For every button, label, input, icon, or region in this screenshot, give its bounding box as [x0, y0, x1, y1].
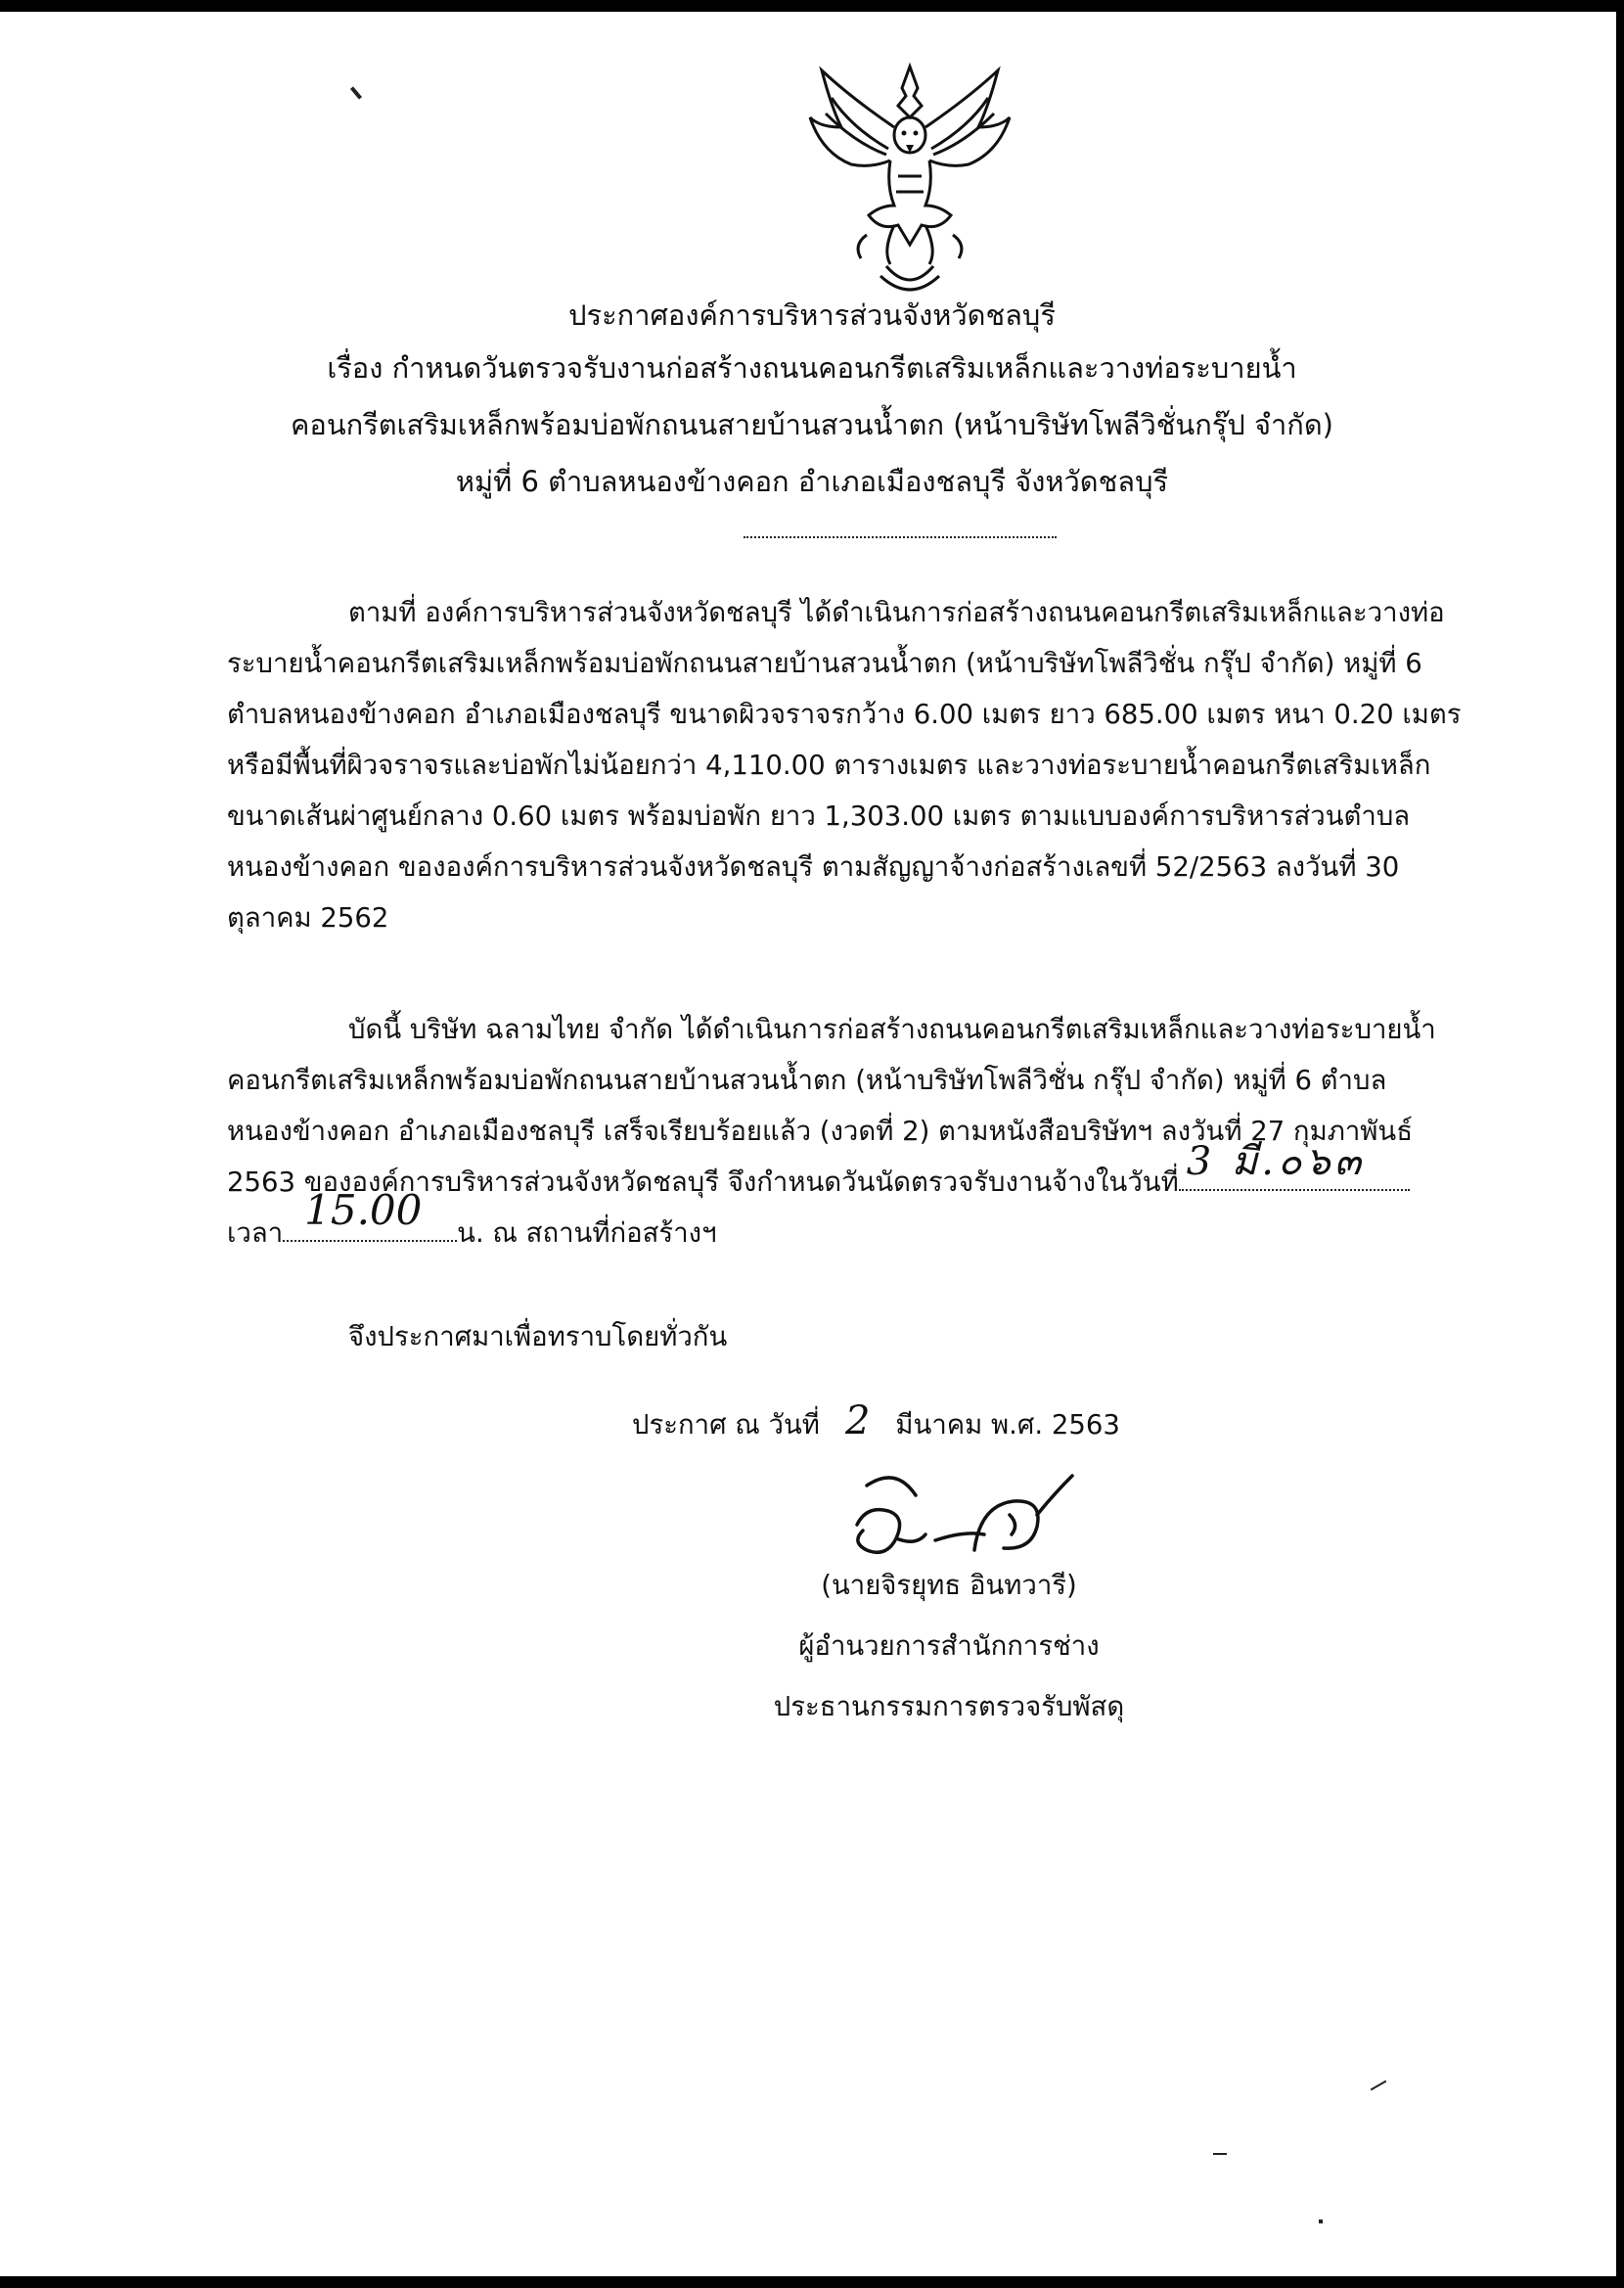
announcement-day-handwritten: 2 — [844, 1398, 871, 1443]
paragraph-2-line: บัดนี้ บริษัท ฉลามไทย จำกัด ได้ดำเนินการก่อสร้างถนนคอนกรีตเสริมเหล็กและวางท่อระบายน้ำ — [348, 1014, 1436, 1045]
paragraph-1-line: หนองข้างคอก ขององค์การบริหารส่วนจังหวัดชลบุรี ตามสัญญาจ้างก่อสร้างเลขที่ 52/2563 ลงวันที่ 30 — [227, 851, 1400, 883]
paragraph-1-line: หรือมีพื้นที่ผิวจราจรและบ่อพักไม่น้อยกว่า 4,110.00 ตารางเมตร และวางท่อระบายน้ำคอนกรีตเสริมเหล็ก — [227, 750, 1431, 781]
paragraph-2-line: คอนกรีตเสริมเหล็กพร้อมบ่อพักถนนสายบ้านสวนน้ำตก (หน้าบริษัทโพลีวิชั่น กรุ๊ป จำกัด) หมู่ที่ 6 ตำบล — [227, 1065, 1387, 1096]
scan-speck — [1371, 2081, 1387, 2091]
inspection-time-handwritten: 15.00 — [304, 1186, 423, 1234]
paragraph-2-prefix: 2563 ขององค์การบริหารส่วนจังหวัดชลบุรี จึงกำหนดวันนัดตรวจรับงานจ้างในวันที่ — [227, 1167, 1179, 1198]
inspection-date-handwritten: 3 มี.๐๖๓ — [1186, 1139, 1366, 1184]
paragraph-2-line: หนองข้างคอก อำเภอเมืองชลบุรี เสร็จเรียบร้อยแล้ว (งวดที่ 2) ตามหนังสือบริษัทฯ ลงวันที่ 27 กุมภาพันธ์ — [227, 1116, 1413, 1147]
subject-line-2: คอนกรีตเสริมเหล็กพร้อมบ่อพักถนนสายบ้านสวนน้ำตก (หน้าบริษัทโพลีวิชั่นกรุ๊ป จำกัด) — [291, 408, 1333, 441]
time-suffix: น. ณ สถานที่ก่อสร้างฯ — [457, 1217, 717, 1249]
scan-speck — [1319, 2219, 1323, 2223]
paragraph-1-line: ตุลาคม 2562 — [227, 902, 389, 934]
paragraph-2 — [227, 1004, 1440, 1258]
signatory-committee-role: ประธานกรรมการตรวจรับพัสดุ — [773, 1691, 1125, 1722]
announcement-month-year: มีนาคม พ.ศ. 2563 — [895, 1409, 1120, 1441]
announcement-date — [632, 1396, 1120, 1450]
handwritten-signature-icon — [828, 1456, 1102, 1574]
scan-border-top — [0, 0, 1624, 12]
signatory-position: ผู้อำนวยการสำนักการช่าง — [798, 1630, 1100, 1662]
scan-border-right — [1616, 0, 1624, 2288]
scan-border-bottom — [0, 2276, 1624, 2288]
separator — [744, 536, 1057, 538]
paragraph-1-line: ระบายน้ำคอนกรีตเสริมเหล็กพร้อมบ่อพักถนนสายบ้านสวนน้ำตก (หน้าบริษัทโพลีวิชั่น กรุ๊ป จำกัด) หมู่ที่ 6 — [227, 648, 1422, 679]
inspection-date-field — [1179, 1139, 1410, 1191]
subject-line-3: หมู่ที่ 6 ตำบลหนองข้างคอก อำเภอเมืองชลบุรี จังหวัดชลบุรี — [455, 465, 1169, 498]
paragraph-2-line-time — [227, 1186, 1440, 1258]
garuda-emblem-icon — [792, 59, 1027, 303]
paragraph-1 — [227, 587, 1462, 943]
time-label: เวลา — [227, 1217, 284, 1249]
subject-line-1: เรื่อง กำหนดวันตรวจรับงานก่อสร้างถนนคอนกรีตเสริมเหล็กและวางท่อระบายน้ำ — [327, 351, 1297, 385]
signatory-name: (นายจิรยุทธ อินทวารี) — [821, 1570, 1077, 1601]
paragraph-1-line: ตำบลหนองข้างคอก อำเภอเมืองชลบุรี ขนาดผิวจราจรกว้าง 6.00 เมตร ยาว 685.00 เมตร หนา 0.20 เมตร — [227, 699, 1462, 730]
inspection-time-field — [283, 1186, 457, 1242]
agency-title: ประกาศองค์การบริหารส่วนจังหวัดชลบุรี — [568, 298, 1056, 332]
paragraph-1-line: ตามที่ องค์การบริหารส่วนจังหวัดชลบุรี ได้ดำเนินการก่อสร้างถนนคอนกรีตเสริมเหล็กและวางท่อ — [348, 597, 1445, 628]
scan-speck — [350, 86, 362, 99]
announcement-prefix: ประกาศ ณ วันที่ — [632, 1409, 820, 1441]
scan-speck — [1213, 2153, 1227, 2155]
paragraph-1-line: ขนาดเส้นผ่าศูนย์กลาง 0.60 เมตร พร้อมบ่อพัก ยาว 1,303.00 เมตร ตามแบบองค์การบริหารส่วนตำบล — [227, 801, 1411, 832]
closing-statement: จึงประกาศมาเพื่อทราบโดยทั่วกัน — [348, 1321, 728, 1352]
